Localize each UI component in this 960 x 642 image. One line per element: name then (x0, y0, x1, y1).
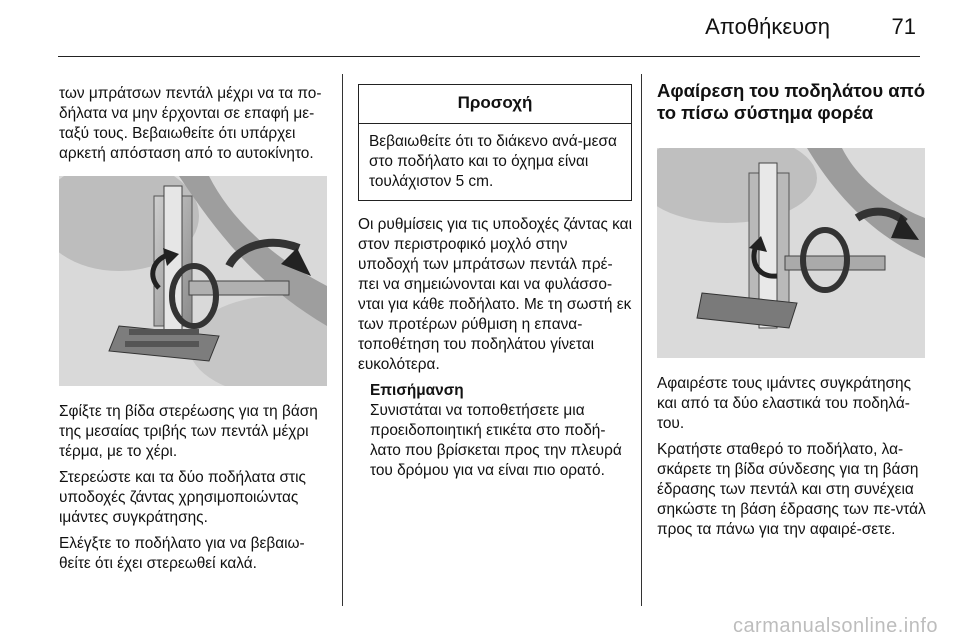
pedal-release-illustration (657, 148, 925, 358)
column-2 (358, 84, 632, 481)
page-title: Αποθήκευση (705, 14, 830, 39)
caution-text: Βεβαιωθείτε ότι το διάκενο ανά-μεσα στο ποδήλατο και το όχημα είναι τουλάχιστον 5 cm. (369, 133, 617, 190)
note-block (370, 381, 632, 481)
caution-box (358, 84, 632, 201)
page-header (58, 0, 920, 58)
column-1 (59, 84, 327, 580)
paragraph: Σφίξτε τη βίδα στερέωσης για τη βάση της μεσαίας τριβής των πεντάλ μέχρι τέρμα, με το χέρι. (59, 403, 318, 460)
page-number: 71 (891, 14, 916, 39)
column-3 (657, 80, 927, 546)
paragraph: Κρατήστε σταθερό το ποδήλατο, λα-σκάρετε τη βίδα σύνδεσης για τη βάση έδρασης των πεντάλ και στη συνέχεια σηκώστε τη βάση έδρασης των πε-ντάλ προς τα πάνω για την αφαιρέ-σετε. (657, 441, 926, 538)
watermark: carmanualsonline.info (732, 615, 938, 637)
column-divider (641, 74, 642, 606)
caution-title: Προσοχή (359, 85, 631, 124)
intro-paragraph: των μπράτσων πεντάλ μέχρι να τα πο-δήλατα να μην έρχονται σε επαφή με-ταξύ τους. Βεβαιωθείτε ότι υπάρχει αρκετή απόσταση από το αυτοκίνητο. (59, 85, 322, 162)
note-title: Επισήμανση (370, 382, 464, 399)
note-text: Συνιστάται να τοποθετήσετε μια προειδοποιητική ετικέτα στο ποδή-λατο που βρίσκεται προς την πλευρά του δρόμου για να είναι πιο ορατό. (370, 402, 622, 479)
pedal-mount-illustration (59, 176, 327, 386)
paragraph: Αφαιρέστε τους ιμάντες συγκράτησης και από τα δύο ελαστικά του ποδηλά-του. (657, 375, 912, 432)
header-rule (58, 56, 920, 57)
paragraph: Οι ρυθμίσεις για τις υποδοχές ζάντας και στον περιστροφικό μοχλό στην υποδοχή των μπράτσων πεντάλ πρέ-πει να σημειώνονται και να φυλάσσο-νται για κάθε ποδήλατο. Με τη σωστή εκ των προτέρων ρύθμιση η επανα-τοποθέτηση του ποδηλάτου γίνεται ευκολότερα. (358, 216, 632, 373)
column-divider (342, 74, 343, 606)
paragraph: Στερεώστε και τα δύο ποδήλατα στις υποδοχές ζάντας χρησιμοποιώντας ιμάντες συγκράτησης. (59, 469, 306, 526)
section-heading: Αφαίρεση του ποδηλάτου από το πίσω σύστημα φορέα (657, 80, 926, 123)
paragraph: Ελέγξτε το ποδήλατο για να βεβαιω-θείτε ότι έχει στερεωθεί καλά. (59, 535, 305, 572)
